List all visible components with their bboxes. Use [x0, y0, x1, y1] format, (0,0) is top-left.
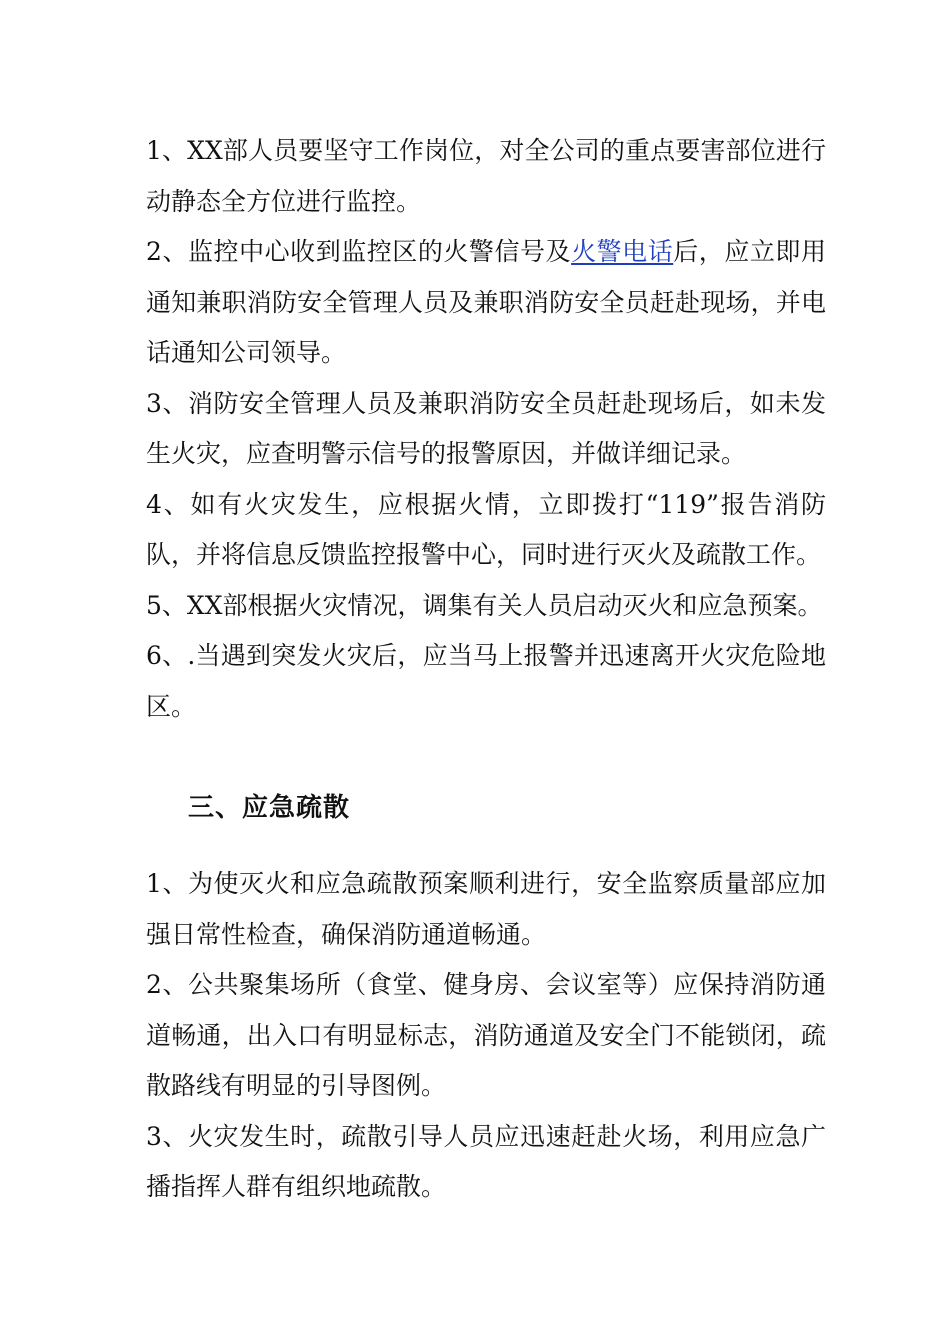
evacuation-item-2: 2、公共聚集场所（食堂、健身房、会议室等）应保持消防通道畅通，出入口有明显标志，消防通道及安全门不能锁闭，疏散路线有明显的引导图例。	[146, 970, 826, 1100]
section-heading-emergency-evacuation: 三、应急疏散	[188, 793, 351, 823]
document-body	[146, 126, 826, 1213]
paragraph-item-1: 1、XX部人员要坚守工作岗位，对全公司的重点要害部位进行动静态全方位进行监控。	[146, 136, 826, 216]
paragraph-item-2	[146, 227, 826, 379]
paragraph-item-3: 3、消防安全管理人员及兼职消防安全员赶赴现场后，如未发生火灾，应查明警示信号的报警原因，并做详细记录。	[146, 388, 826, 468]
evacuation-item-1: 1、为使灭火和应急疏散预案顺利进行，安全监察质量部应加强日常性检查，确保消防通道畅通。	[146, 869, 826, 949]
paragraph-item-4: 4、如有火灾发生，应根据火情，立即拨打“119”报告消防队，并将信息反馈监控报警中心，同时进行灭火及疏散工作。	[146, 489, 826, 569]
paragraph-item-6: 6、.当遇到突发火灾后，应当马上报警并迅速离开火灾危险地区。	[146, 641, 826, 721]
evacuation-item-3: 3、火灾发生时，疏散引导人员应迅速赶赴火场，利用应急广播指挥人群有组织地疏散。	[146, 1121, 826, 1201]
paragraph-text: 后，应立即用通知兼职消防安全管理人员及兼职消防安全员赶赴现场，并电话通知公司领导。	[146, 237, 826, 367]
fire-alarm-phone-link[interactable]: 火警电话	[571, 237, 674, 266]
paragraph-text: 2、监控中心收到监控区的火警信号及	[146, 237, 572, 266]
paragraph-item-5: 5、XX部根据火灾情况，调集有关人员启动灭火和应急预案。	[146, 590, 823, 620]
